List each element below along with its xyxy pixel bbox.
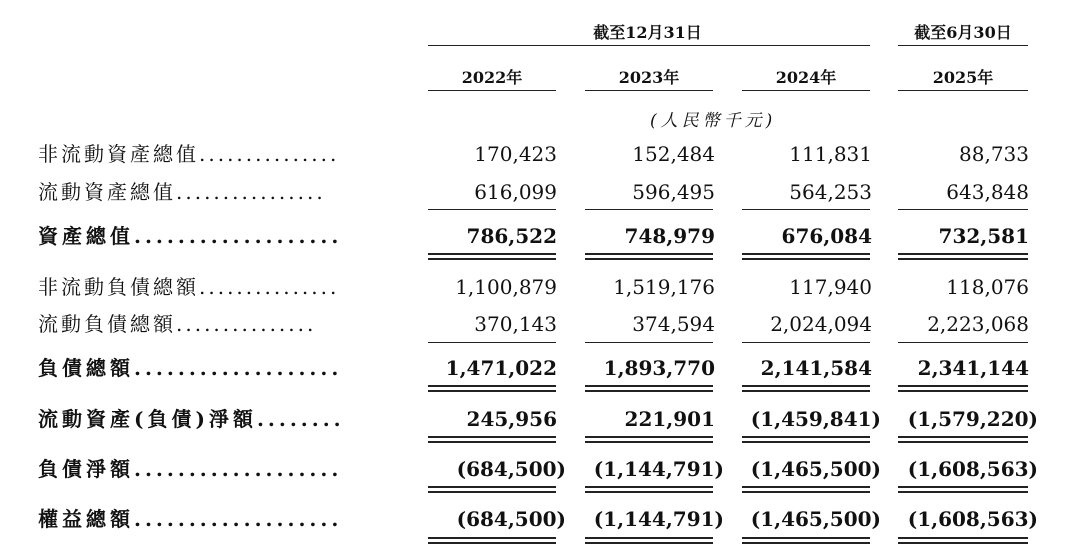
cell-2025: 732,581 — [938, 224, 1029, 248]
year-2024-rule — [742, 90, 870, 91]
subtotal-rule — [898, 209, 1028, 210]
total-double-rule — [898, 542, 1028, 544]
cell-2025: 2,341,144 — [917, 356, 1029, 380]
cell-2023: 221,901 — [624, 407, 715, 431]
header-group-jun-rule — [898, 45, 1028, 46]
year-2025-rule — [898, 90, 1028, 91]
total-double-rule — [585, 441, 713, 443]
cell-2022: 616,099 — [474, 180, 557, 204]
cell-2024: 2,024,094 — [770, 312, 872, 336]
total-double-rule — [585, 390, 713, 392]
table-row — [0, 177, 1080, 207]
total-double-rule — [428, 258, 556, 260]
table-row — [0, 353, 1080, 383]
cell-2022: (684,500) — [456, 457, 566, 481]
cell-2023: (1,144,791) — [593, 457, 724, 481]
total-double-rule — [428, 486, 556, 488]
subtotal-rule — [742, 209, 870, 210]
total-double-rule — [898, 537, 1028, 539]
unit-label: (人民幣千元) — [650, 111, 777, 131]
cell-2022: 1,471,022 — [445, 356, 557, 380]
table-row — [0, 454, 1080, 484]
total-double-rule — [898, 491, 1028, 493]
header-group-jun: 截至6月30日 — [914, 23, 1012, 42]
total-double-rule — [898, 258, 1028, 260]
cell-2024: (1,465,500) — [750, 507, 881, 531]
cell-2023: (1,144,791) — [593, 507, 724, 531]
total-double-rule — [585, 491, 713, 493]
total-double-rule — [742, 390, 870, 392]
table-row — [0, 139, 1080, 169]
table-row — [0, 309, 1080, 339]
header-group-dec-rule — [428, 45, 870, 46]
row-label: 非流動資產總值............... — [38, 142, 340, 166]
total-double-rule — [428, 385, 556, 387]
total-double-rule — [585, 537, 713, 539]
cell-2022: 245,956 — [466, 407, 557, 431]
year-2022-rule — [428, 90, 556, 91]
cell-2023: 596,495 — [632, 180, 715, 204]
total-double-rule — [898, 390, 1028, 392]
total-double-rule — [742, 436, 870, 438]
subtotal-rule — [428, 209, 556, 210]
total-double-rule — [585, 486, 713, 488]
subtotal-rule — [742, 342, 870, 343]
year-2024: 2024年 — [775, 68, 837, 87]
cell-2023: 1,893,770 — [603, 356, 715, 380]
total-double-rule — [742, 258, 870, 260]
total-double-rule — [742, 385, 870, 387]
cell-2024: 564,253 — [789, 180, 872, 204]
cell-2024: (1,465,500) — [750, 457, 881, 481]
year-2023-rule — [585, 90, 713, 91]
subtotal-rule — [585, 209, 713, 210]
cell-2022: (684,500) — [456, 507, 566, 531]
total-double-rule — [742, 491, 870, 493]
total-double-rule — [742, 253, 870, 255]
total-double-rule — [428, 491, 556, 493]
row-label: 負債總額................... — [38, 356, 343, 380]
cell-2024: 117,940 — [789, 275, 872, 299]
cell-2025: 2,223,068 — [927, 312, 1029, 336]
cell-2023: 152,484 — [632, 142, 715, 166]
table-row — [0, 221, 1080, 251]
total-double-rule — [898, 253, 1028, 255]
row-label: 非流動負債總額............... — [38, 275, 340, 299]
total-double-rule — [898, 436, 1028, 438]
total-double-rule — [585, 385, 713, 387]
row-label: 負債淨額................... — [38, 457, 343, 481]
total-double-rule — [428, 542, 556, 544]
row-label: 權益總額................... — [38, 507, 343, 531]
total-double-rule — [742, 537, 870, 539]
total-double-rule — [428, 537, 556, 539]
cell-2025: (1,579,220) — [907, 407, 1038, 431]
total-double-rule — [585, 258, 713, 260]
header-group-dec: 截至12月31日 — [593, 23, 702, 42]
subtotal-rule — [585, 342, 713, 343]
total-double-rule — [585, 436, 713, 438]
row-label: 流動資產總值................ — [38, 180, 326, 204]
cell-2024: (1,459,841) — [750, 407, 881, 431]
total-double-rule — [898, 385, 1028, 387]
row-label: 流動負債總額............... — [38, 312, 317, 336]
table-row — [0, 504, 1080, 534]
cell-2022: 170,423 — [474, 142, 557, 166]
cell-2025: 643,848 — [946, 180, 1029, 204]
cell-2025: 118,076 — [946, 275, 1029, 299]
cell-2023: 1,519,176 — [613, 275, 715, 299]
total-double-rule — [428, 441, 556, 443]
row-label: 資產總值................... — [38, 224, 343, 248]
total-double-rule — [428, 436, 556, 438]
year-2023: 2023年 — [618, 68, 680, 87]
total-double-rule — [898, 486, 1028, 488]
subtotal-rule — [898, 342, 1028, 343]
total-double-rule — [898, 441, 1028, 443]
cell-2025: (1,608,563) — [907, 507, 1038, 531]
table-row — [0, 404, 1080, 434]
total-double-rule — [585, 542, 713, 544]
total-double-rule — [742, 441, 870, 443]
year-2022: 2022年 — [461, 68, 523, 87]
row-label: 流動資產(負債)淨額........ — [38, 407, 345, 431]
cell-2022: 1,100,879 — [455, 275, 557, 299]
total-double-rule — [585, 253, 713, 255]
total-double-rule — [742, 542, 870, 544]
cell-2022: 370,143 — [474, 312, 557, 336]
year-2025: 2025年 — [932, 68, 994, 87]
cell-2025: (1,608,563) — [907, 457, 1038, 481]
table-row — [0, 272, 1080, 302]
cell-2023: 374,594 — [632, 312, 715, 336]
total-double-rule — [428, 253, 556, 255]
cell-2023: 748,979 — [624, 224, 715, 248]
total-double-rule — [742, 486, 870, 488]
cell-2024: 676,084 — [781, 224, 872, 248]
cell-2024: 111,831 — [789, 142, 872, 166]
cell-2025: 88,733 — [959, 142, 1029, 166]
total-double-rule — [428, 390, 556, 392]
subtotal-rule — [428, 342, 556, 343]
cell-2024: 2,141,584 — [760, 356, 872, 380]
cell-2022: 786,522 — [466, 224, 557, 248]
